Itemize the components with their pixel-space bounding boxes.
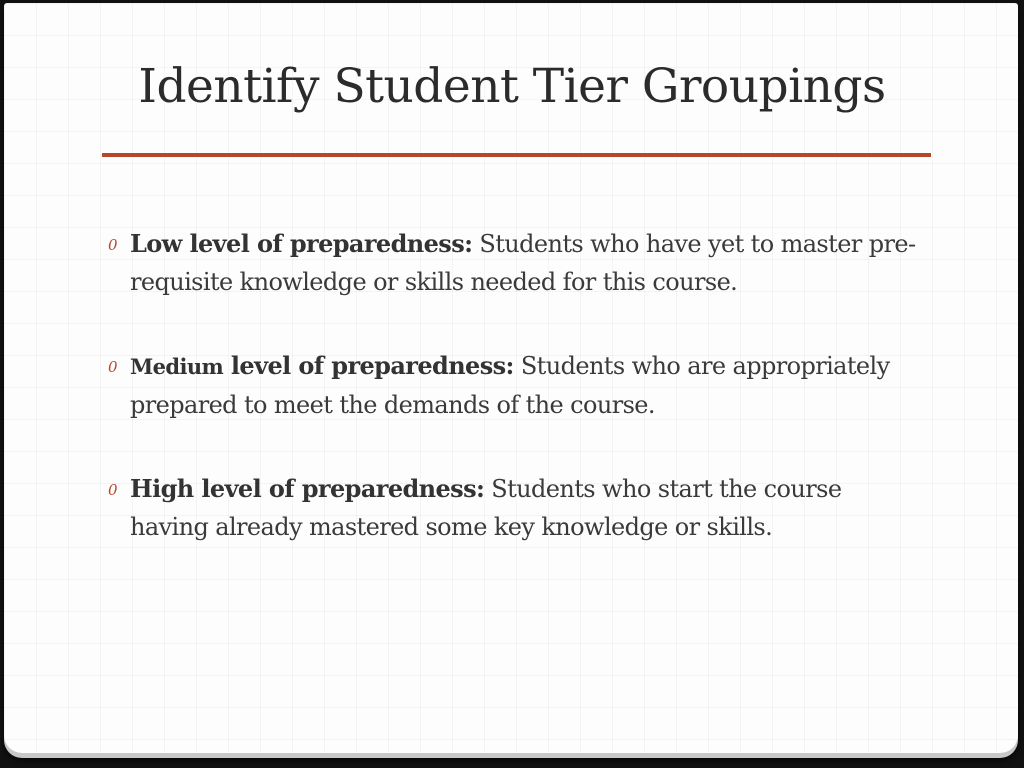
bullet-marker-icon: 0	[108, 481, 117, 499]
bullet-term: level of preparedness:	[223, 351, 514, 380]
slide	[4, 3, 1018, 753]
bullet-term-prefix: Medium	[130, 354, 224, 379]
slide-title: Identify Student Tier Groupings	[138, 59, 886, 114]
bullet-list	[104, 225, 924, 592]
bullet-term: Low level of preparedness:	[130, 229, 473, 258]
bullet-term: High level of preparedness:	[130, 474, 485, 503]
bullet-low-preparedness	[104, 225, 924, 301]
title-underline	[102, 153, 931, 157]
bullet-medium-preparedness	[104, 347, 924, 424]
bullet-text: Students who start the course having already mastered some key knowledge or skills.	[130, 475, 842, 541]
bullet-marker-icon: 0	[108, 358, 117, 376]
bullet-text: Students who are appropriately prepared to meet the demands of the course.	[130, 352, 890, 419]
bullet-marker-icon: 0	[108, 236, 117, 254]
bullet-text: Students who have yet to master pre-requisite knowledge or skills needed for this course.	[130, 230, 916, 296]
bullet-high-preparedness	[104, 470, 924, 546]
